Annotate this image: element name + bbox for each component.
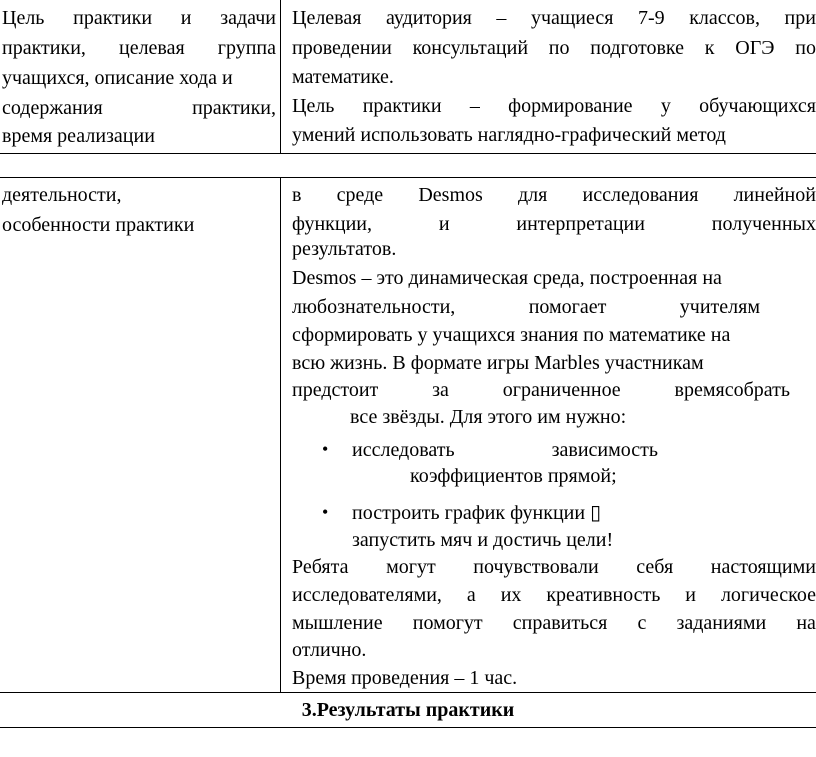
bullet-2-marker: •: [322, 502, 329, 522]
top-left-line-5: время реализации: [2, 125, 155, 147]
top-right-line-3: математике.: [292, 66, 394, 88]
top-left-line-1: Цель практики и задачи: [2, 7, 276, 29]
bullet-1-line-1: исследовать зависимость: [352, 439, 658, 461]
top-left-line-3: учащихся, описание хода и: [2, 67, 233, 89]
bottom-right-line-1: в среде Desmos для исследования линейной: [292, 184, 816, 206]
bullet-1-line-2: коэффициентов прямой;: [410, 465, 617, 487]
top-table-divider: [280, 0, 281, 154]
top-right-line-4: Цель практики – формирование у обучающихся: [292, 95, 816, 117]
bottom-right-line-3: результатов.: [292, 238, 397, 260]
top-right-line-1: Целевая аудитория – учащиеся 7-9 классов, при: [292, 7, 816, 29]
bottom-right-line-6: сформировать у учащихся знания по математике на: [292, 324, 731, 346]
top-left-line-2: практики, целевая группа: [2, 37, 276, 59]
section-heading: 3.Результаты практики: [301, 699, 515, 721]
bottom-right-line-9: все звёзды. Для этого им нужно:: [350, 406, 627, 428]
bottom-right-line-12: мышление помогут справиться с заданиями на: [292, 612, 816, 634]
bottom-right-line-4: Desmos – это динамическая среда, построенная на: [292, 267, 722, 289]
bottom-right-line-11: исследователями, а их креативность и логическое: [292, 584, 816, 606]
bullet-2-line-2: запустить мяч и достичь цели!: [352, 529, 614, 551]
top-left-line-4: содержания практики,: [2, 97, 276, 119]
bottom-right-line-10: Ребята могут почувствовали себя настоящими: [292, 556, 816, 578]
heading-row-bottom-border: [0, 727, 816, 728]
bottom-right-line-13: отлично.: [292, 639, 367, 661]
bottom-right-line-5: любознательности, помогает учителям: [292, 296, 760, 318]
bottom-right-line-8: предстоит за ограниченное времясобрать: [292, 379, 790, 401]
bottom-left-line-2: особенности практики: [2, 214, 195, 236]
bottom-table-row-border: [0, 692, 816, 693]
top-right-line-5: умений использовать наглядно-графический метод: [292, 124, 726, 146]
bottom-right-line-2: функции, и интерпретации полученных: [292, 213, 816, 235]
bottom-left-line-1: деятельности,: [2, 184, 122, 206]
bullet-2-line-1: построить график функции ▯: [352, 502, 602, 524]
top-table-bottom-border: [0, 153, 816, 154]
bullet-1-marker: •: [322, 439, 329, 459]
top-right-line-2: проведении консультаций по подготовке к ОГЭ по: [292, 37, 816, 59]
bottom-table-divider: [280, 177, 281, 692]
bottom-right-line-7: всю жизнь. В формате игры Marbles участникам: [292, 352, 704, 374]
bottom-right-line-14: Время проведения – 1 час.: [292, 667, 518, 689]
bottom-table-top-border: [0, 177, 816, 178]
